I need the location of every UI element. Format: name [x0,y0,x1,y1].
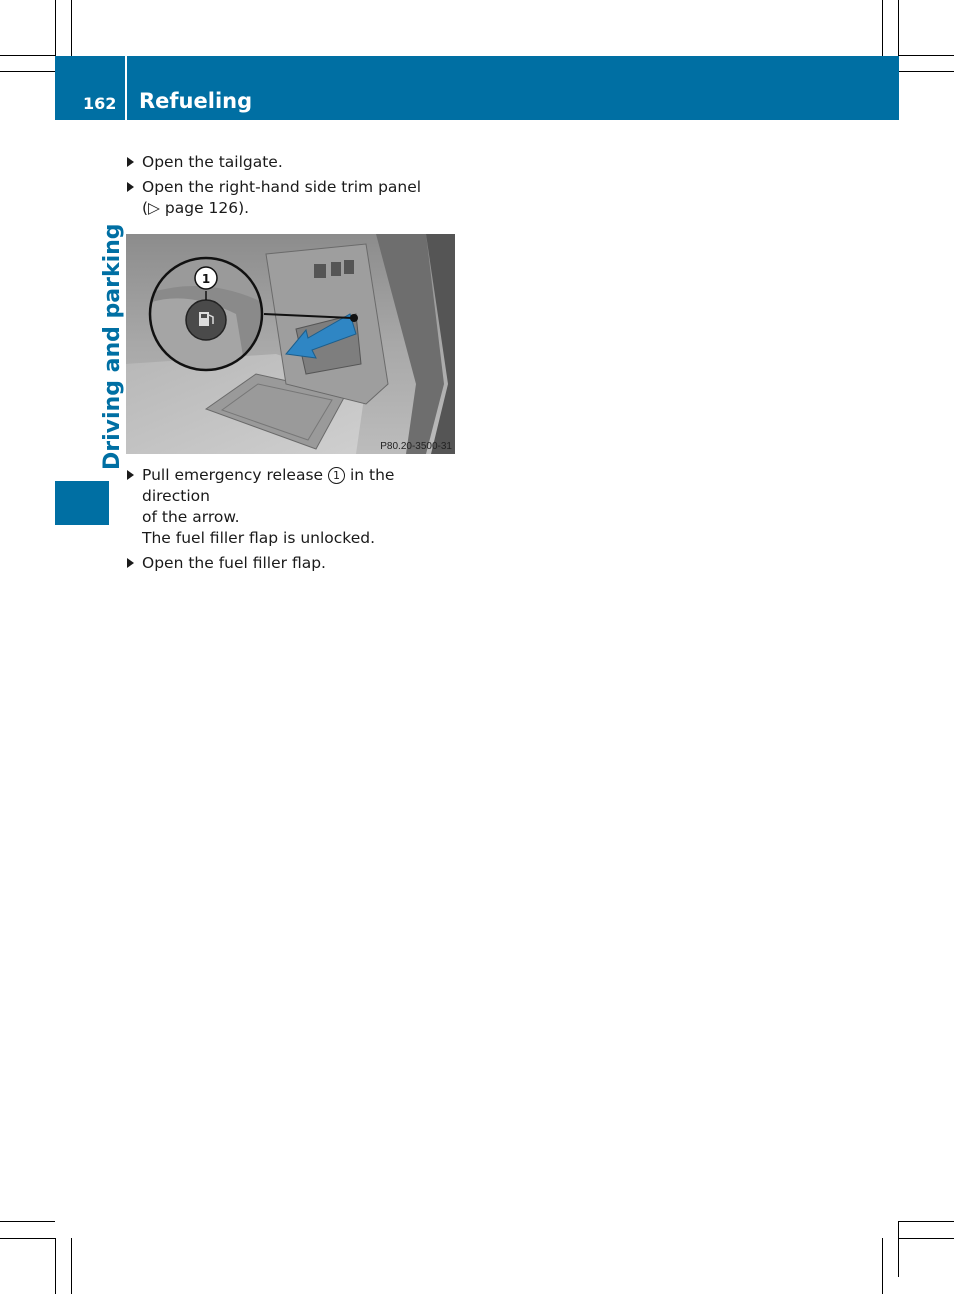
step-text: of the arrow. [142,508,240,526]
crop-mark [898,1221,899,1277]
instructions [127,152,457,219]
page-reference[interactable]: (▷ page 126). [142,199,250,217]
crop-mark [55,1238,56,1294]
crop-mark [899,71,954,72]
step-text: Open the tailgate. [142,153,283,171]
crop-mark [0,1221,55,1222]
step-text: Open the right-hand side trim panel [142,178,422,196]
step-arrow-icon [127,470,134,480]
step-arrow-icon [127,558,134,568]
step-arrow-icon [127,157,134,167]
step-arrow-icon [127,182,134,192]
crop-mark [71,0,72,56]
step-open-trim-panel [127,177,457,219]
crop-mark [71,1238,72,1294]
step-text: Pull emergency release [142,466,324,484]
marker-circled-number: 1 [328,467,345,484]
header-divider [125,56,127,120]
switch [314,264,326,278]
crop-mark [0,55,55,56]
crop-mark [0,71,55,72]
step-result: The fuel filler flap is unlocked. [142,529,376,547]
step-pull-release [127,465,457,528]
crop-mark [882,1238,883,1294]
step-text: Open the fuel filler flap. [142,554,326,572]
crop-mark [55,0,56,56]
step-open-flap [127,553,457,574]
page-header [55,56,899,120]
crop-mark [0,1238,55,1239]
switch [331,262,341,276]
figure-code: P80.20-3500-31 [380,441,452,452]
crop-mark [899,55,954,56]
step-open-tailgate [127,152,457,173]
instructions-continued [127,465,457,574]
switch [344,260,354,274]
crop-mark [882,0,883,56]
step-text: in the direction [142,466,395,505]
page-number: 162 [83,94,117,113]
callout-number: 1 [201,272,211,286]
crop-mark [899,1238,954,1239]
trunk-illustration [126,234,455,454]
crop-mark [899,1221,954,1222]
crop-mark [898,0,899,56]
side-tab-label: Driving and parking [100,223,125,470]
section-title: Refueling [139,89,253,113]
side-tab-marker [55,481,109,525]
